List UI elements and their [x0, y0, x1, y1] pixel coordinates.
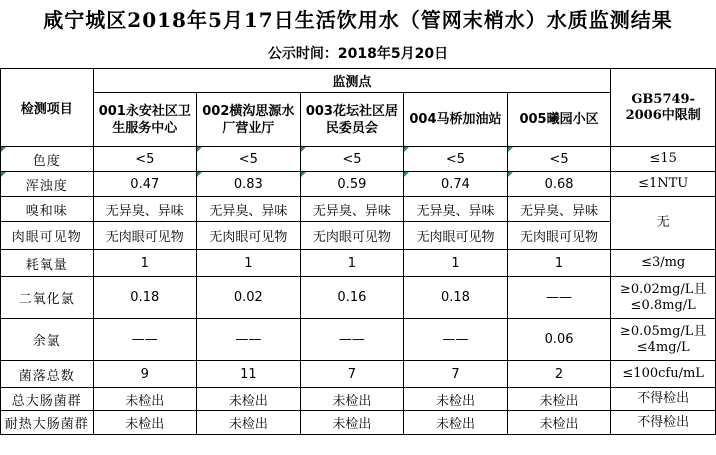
- site-value: <5: [93, 147, 197, 172]
- site-value: 无异臭、异味: [197, 197, 301, 222]
- site-value: 1: [300, 250, 404, 277]
- item-name: 菌落总数: [1, 361, 94, 388]
- site-header: 003花坛社区居民委员会: [300, 93, 404, 147]
- site-value: 0.74: [404, 172, 508, 197]
- table-row: [1, 197, 716, 222]
- site-value: <5: [404, 147, 508, 172]
- site-value: 0.18: [404, 277, 508, 319]
- site-value: 0.18: [93, 277, 197, 319]
- site-header: 005曦园小区: [507, 93, 611, 147]
- table-row: [1, 250, 716, 277]
- table-row: [1, 277, 716, 319]
- site-value: 0.68: [507, 172, 611, 197]
- item-name: 嗅和味: [1, 197, 94, 222]
- standard-value: ≥0.02mg/L且≤0.8mg/L: [611, 277, 716, 319]
- site-value: 0.16: [300, 277, 404, 319]
- site-value: 0.47: [93, 172, 197, 197]
- site-value: 无肉眼可见物: [93, 222, 197, 250]
- site-value: 1: [93, 250, 197, 277]
- site-value: ——: [404, 319, 508, 361]
- site-value: ——: [197, 319, 301, 361]
- standard-column-header: GB5749-2006中限制: [611, 69, 716, 147]
- item-name: 余氯: [1, 319, 94, 361]
- site-value: 2: [507, 361, 611, 388]
- site-value: 1: [404, 250, 508, 277]
- publish-date: 公示时间：2018年5月20日: [267, 46, 449, 62]
- site-value: 未检出: [404, 388, 508, 411]
- site-header: 001永安社区卫生服务中心: [93, 93, 197, 147]
- site-value: 1: [507, 250, 611, 277]
- site-value: 未检出: [507, 388, 611, 411]
- item-column-header: 检测项目: [1, 69, 94, 147]
- site-value: 未检出: [197, 411, 301, 435]
- site-value: 未检出: [507, 411, 611, 435]
- site-value: 未检出: [300, 388, 404, 411]
- item-name: 色度: [1, 147, 94, 172]
- item-name: 浑浊度: [1, 172, 94, 197]
- site-value: 0.59: [300, 172, 404, 197]
- standard-value: ≤3/mg: [611, 250, 716, 277]
- site-value: 0.06: [507, 319, 611, 361]
- table-row: [1, 147, 716, 172]
- site-value: 11: [197, 361, 301, 388]
- item-name: 肉眼可见物: [1, 222, 94, 250]
- item-name: 耗氧量: [1, 250, 94, 277]
- site-value: 0.02: [197, 277, 301, 319]
- site-value: 无肉眼可见物: [404, 222, 508, 250]
- site-value: 无异臭、异味: [93, 197, 197, 222]
- site-value: 无肉眼可见物: [197, 222, 301, 250]
- page-title: 咸宁城区2018年5月17日生活饮用水（管网末梢水）水质监测结果: [43, 8, 673, 32]
- site-value: 无肉眼可见物: [300, 222, 404, 250]
- site-value: ——: [507, 277, 611, 319]
- table-row: [1, 388, 716, 411]
- site-value: 0.83: [197, 172, 301, 197]
- standard-value: ≤100cfu/mL: [611, 361, 716, 388]
- item-name: 耐热大肠菌群: [1, 411, 94, 435]
- standard-value: ≥0.05mg/L且≤4mg/L: [611, 319, 716, 361]
- standard-value: 不得检出: [611, 388, 716, 411]
- site-value: 无异臭、异味: [404, 197, 508, 222]
- site-value: ——: [93, 319, 197, 361]
- site-value: 1: [197, 250, 301, 277]
- standard-value: 不得检出: [611, 411, 716, 435]
- site-value: 未检出: [404, 411, 508, 435]
- table-row: [1, 411, 716, 435]
- site-value: ——: [300, 319, 404, 361]
- site-value: 未检出: [93, 411, 197, 435]
- standard-value: 无: [611, 197, 716, 250]
- item-name: 二氧化氯: [1, 277, 94, 319]
- item-name: 总大肠菌群: [1, 388, 94, 411]
- site-value: 7: [300, 361, 404, 388]
- standard-value: ≤1NTU: [611, 172, 716, 197]
- site-value: 未检出: [300, 411, 404, 435]
- site-value: <5: [507, 147, 611, 172]
- table-row: [1, 222, 716, 250]
- site-value: <5: [300, 147, 404, 172]
- site-value: 无异臭、异味: [300, 197, 404, 222]
- table-row: [1, 361, 716, 388]
- site-value: 无肉眼可见物: [507, 222, 611, 250]
- site-value: 7: [404, 361, 508, 388]
- table-row: [1, 319, 716, 361]
- site-value: 未检出: [197, 388, 301, 411]
- table-row: [1, 172, 716, 197]
- site-header: 004马桥加油站: [404, 93, 508, 147]
- site-value: 无异臭、异味: [507, 197, 611, 222]
- standard-value: ≤15: [611, 147, 716, 172]
- sites-group-header: 监测点: [93, 69, 611, 93]
- site-value: 未检出: [93, 388, 197, 411]
- water-quality-table: [0, 68, 716, 435]
- site-value: 9: [93, 361, 197, 388]
- site-value: <5: [197, 147, 301, 172]
- site-header: 002横沟思源水厂营业厅: [197, 93, 301, 147]
